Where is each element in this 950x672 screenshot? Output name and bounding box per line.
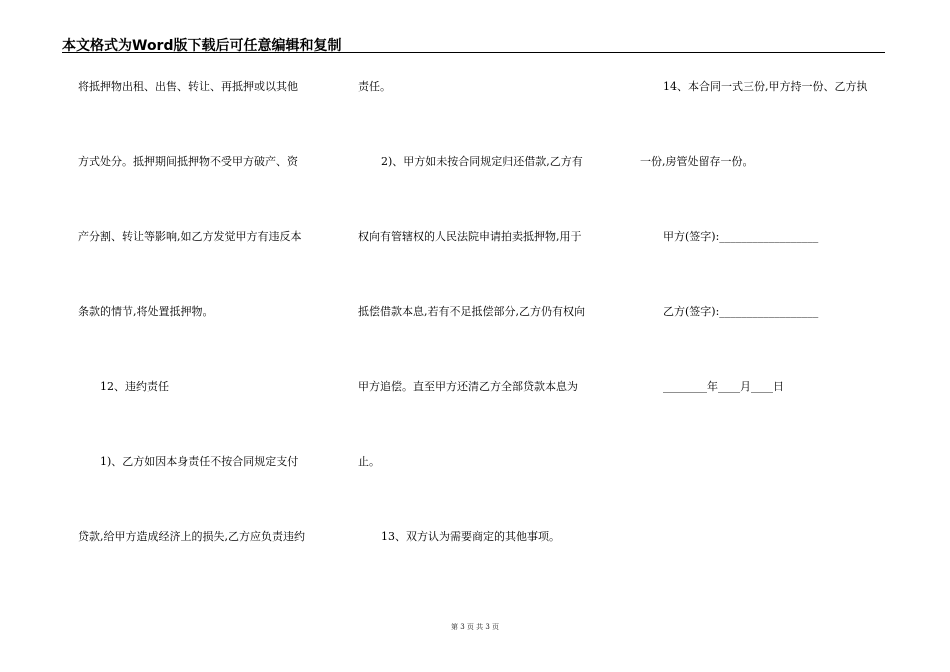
- text-line: 贷款,给甲方造成经济上的损失,乙方应负责违约: [78, 530, 305, 543]
- text-line: 方式处分。抵押期间抵押物不受甲方破产、资: [78, 155, 298, 168]
- section-heading: 12、违约责任: [100, 380, 169, 393]
- text-line: 产分割、转让等影响,如乙方发觉甲方有违反本: [78, 230, 302, 243]
- text-line: 1)、乙方如因本身责任不按合同规定支付: [100, 455, 299, 468]
- text-line: 一份,房管处留存一份。: [640, 155, 754, 168]
- section-heading: 14、本合同一式三份,甲方持一份、乙方执: [663, 80, 868, 93]
- date-line: ________年____月____日: [663, 380, 784, 393]
- signature-line-party-b: 乙方(签字):__________________: [663, 305, 819, 318]
- text-line: 责任。: [358, 80, 391, 93]
- signature-line-party-a: 甲方(签字):__________________: [663, 230, 819, 243]
- page-footer: 第 3 页 共 3 页: [450, 623, 500, 631]
- text-line: 抵偿借款本息,若有不足抵偿部分,乙方仍有权向: [358, 305, 585, 318]
- text-line: 权向有管辖权的人民法院申请拍卖抵押物,用于: [358, 230, 582, 243]
- text-line: 止。: [358, 455, 380, 468]
- section-heading: 13、双方认为需要商定的其他事项。: [381, 530, 560, 543]
- text-line: 将抵押物出租、出售、转让、再抵押或以其他: [78, 80, 298, 93]
- text-line: 甲方追偿。直至甲方还清乙方全部贷款本息为: [358, 380, 578, 393]
- header-rule: [62, 52, 885, 53]
- header-title: 本文格式为Word版下载后可任意编辑和复制: [62, 38, 342, 54]
- text-line: 2)、甲方如未按合同规定归还借款,乙方有: [381, 155, 583, 168]
- text-line: 条款的情节,将处置抵押物。: [78, 305, 214, 318]
